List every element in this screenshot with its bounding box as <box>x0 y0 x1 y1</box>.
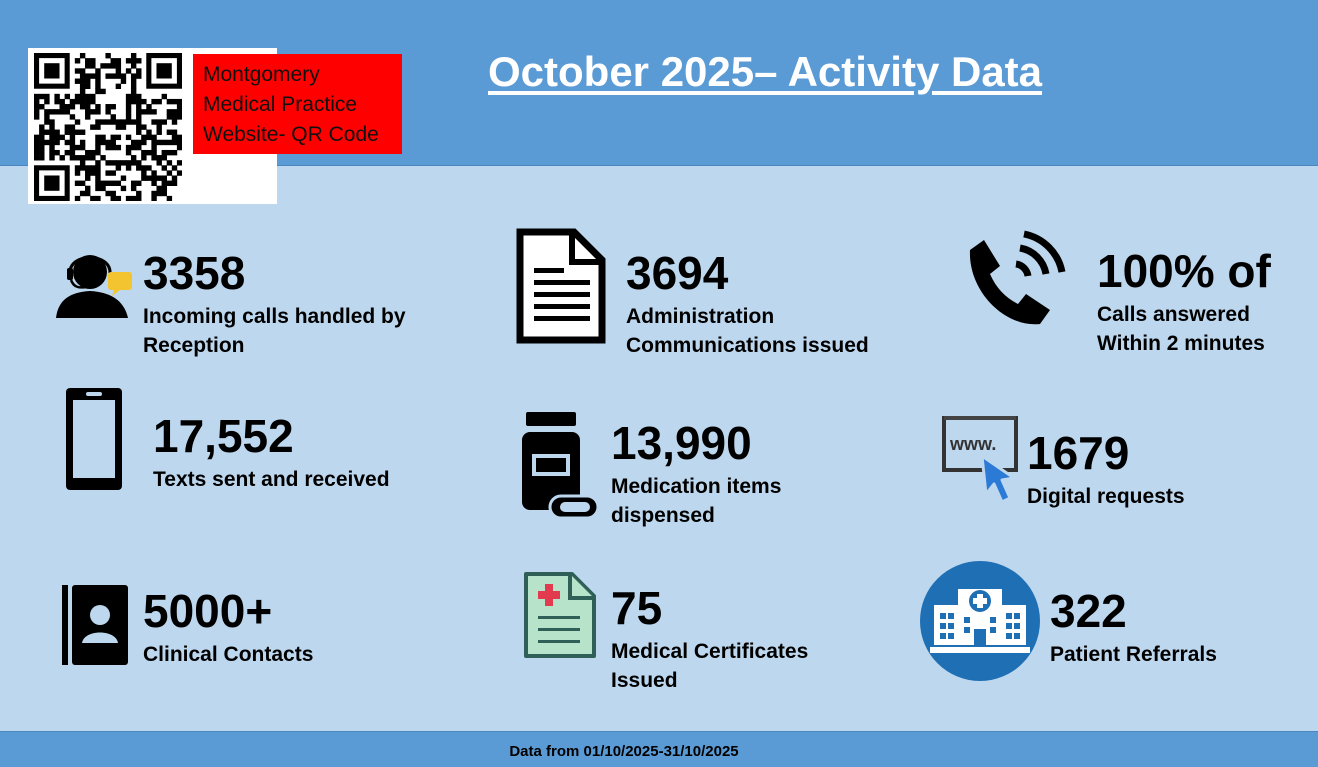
svg-text:www.: www. <box>950 434 997 454</box>
stat-value: 100% of <box>1097 245 1271 297</box>
stat-description-line: Patient Referrals <box>1050 643 1217 666</box>
stat-value: 75 <box>611 582 663 634</box>
stat-description <box>626 302 869 360</box>
stat-description-line: Incoming calls handled by <box>143 305 406 328</box>
stat-description-line: Calls answered <box>1097 303 1250 326</box>
stat-description <box>143 640 313 669</box>
stat-description-line: Issued <box>611 669 678 692</box>
stat-description-line: Within 2 minutes <box>1097 332 1265 355</box>
stat-description <box>1027 482 1185 511</box>
stat-description <box>611 472 781 530</box>
stat-value: 322 <box>1050 585 1127 637</box>
stat-calls <box>143 247 406 360</box>
stat-referrals <box>1050 585 1217 669</box>
stat-description-line: Texts sent and received <box>153 468 390 491</box>
medical-certificate-icon <box>522 570 598 662</box>
stat-description-line: Administration <box>626 305 775 328</box>
stat-texts <box>153 410 390 494</box>
www-cursor-icon <box>940 414 1020 510</box>
stat-description-line: dispensed <box>611 504 715 527</box>
stat-description <box>1097 300 1271 358</box>
stat-description <box>143 302 406 360</box>
call-centre-agent-icon <box>54 246 132 322</box>
qr-label-line: Website- QR Code <box>203 123 379 146</box>
stat-digital <box>1027 427 1185 511</box>
medication-bottle-icon <box>520 410 600 522</box>
qr-code-label <box>193 54 402 154</box>
footer-banner <box>0 731 1318 767</box>
footer-date-range: Data from 01/10/2025-31/10/2025 <box>509 743 739 760</box>
page-title: October 2025– Activity Data <box>488 48 1043 95</box>
stat-description-line: Digital requests <box>1027 485 1185 508</box>
qr-code-image <box>34 53 182 201</box>
stat-value: 5000+ <box>143 585 273 637</box>
stat-value: 1679 <box>1027 427 1130 479</box>
stat-description-line: Medication items <box>611 475 782 498</box>
document-icon <box>516 228 606 344</box>
stat-certificates <box>611 582 809 695</box>
stat-description-line: Medical Certificates <box>611 640 809 663</box>
stat-description-line: Reception <box>143 334 245 357</box>
qr-label-line: Medical Practice <box>203 93 358 116</box>
stat-value: 3694 <box>626 247 729 299</box>
stat-answered <box>1097 245 1271 358</box>
stat-value: 17,552 <box>153 410 294 462</box>
hospital-icon <box>920 561 1040 681</box>
mobile-phone-icon <box>64 386 124 492</box>
phone-ringing-icon <box>960 230 1066 332</box>
stat-description <box>153 465 390 494</box>
qr-label-line: Montgomery <box>203 63 320 86</box>
stat-admin <box>626 247 869 360</box>
stat-description <box>1050 640 1217 669</box>
stat-value: 3358 <box>143 247 246 299</box>
stat-description-line: Clinical Contacts <box>143 643 314 666</box>
contact-book-icon <box>62 585 128 665</box>
stat-contacts <box>143 585 314 669</box>
stat-medication <box>611 417 782 530</box>
stat-description <box>611 637 808 695</box>
stat-value: 13,990 <box>611 417 752 469</box>
stat-description-line: Communications issued <box>626 334 869 357</box>
